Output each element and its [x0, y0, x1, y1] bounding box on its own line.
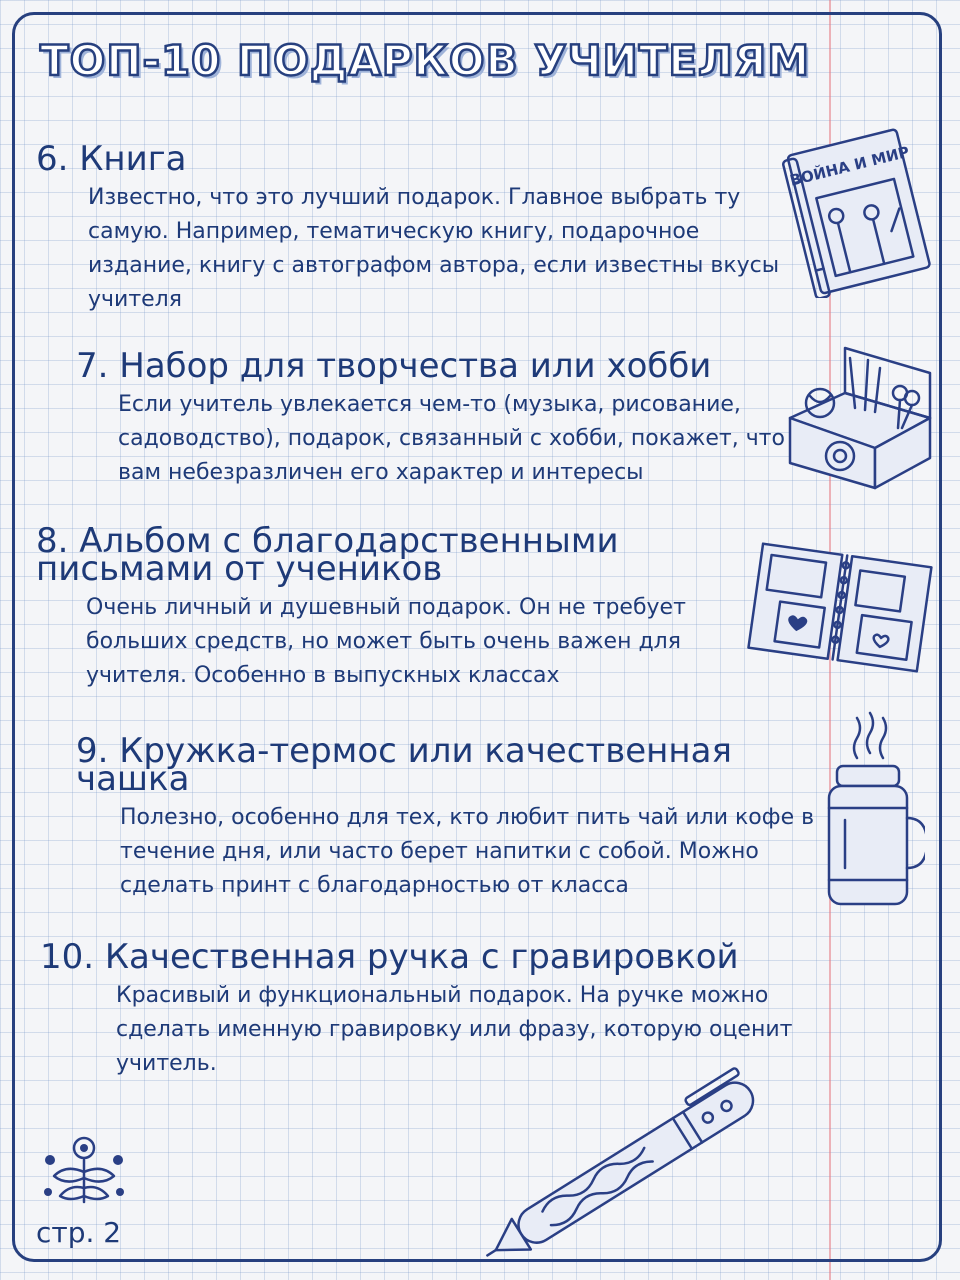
album-icon	[745, 540, 935, 675]
book-title-text: ВОЙНА И МИР	[788, 142, 912, 190]
craft-box-icon	[780, 338, 945, 493]
gift-heading: 9. Кружка-термос или качественная чашка	[76, 731, 732, 799]
gift-description: Если учитель увлекается чем-то (музыка, рисование, садоводство), подарок, связанный с хобби, покажет, что вам небезразличен его характер и интересы	[118, 392, 785, 485]
gift-item-9	[76, 731, 815, 903]
gift-description: Известно, что это лучший подарок. Главное выбрать ту самую. Например, тематическую книгу, подарочное издание, книгу с автографом автора, если известны вкусы учителя	[88, 185, 780, 312]
gift-heading: 10. Качественная ручка с гравировкой	[40, 937, 739, 977]
ornament-icon	[36, 1130, 132, 1210]
gift-heading: 7. Набор для творчества или хобби	[76, 346, 712, 386]
book-icon	[780, 118, 940, 298]
gift-description: Полезно, особенно для тех, кто любит пить чай или кофе в течение дня, или часто берет напитки с собой. Можно сделать принт с благодарностью от класса	[120, 805, 815, 898]
gift-item-7	[76, 346, 796, 490]
gift-description: Красивый и функциональный подарок. На ручке можно сделать именную гравировку или фразу, которую оценит учитель.	[116, 983, 793, 1076]
page-title: ТОП-10 ПОДАРКОВ УЧИТЕЛЯМ	[40, 36, 811, 85]
gift-item-6	[36, 139, 796, 317]
gift-description: Очень личный и душевный подарок. Он не требует больших средств, но может быть очень важен для учителя. Особенно в выпускных классах	[86, 595, 686, 688]
pen-icon	[470, 1060, 810, 1260]
page-number: стр. 2	[36, 1216, 122, 1249]
gift-heading: 8. Альбом с благодарственными письмами от учеников	[36, 521, 619, 589]
thermos-icon	[815, 708, 925, 913]
gift-heading: 6. Книга	[36, 139, 187, 179]
gift-item-8	[36, 521, 776, 693]
